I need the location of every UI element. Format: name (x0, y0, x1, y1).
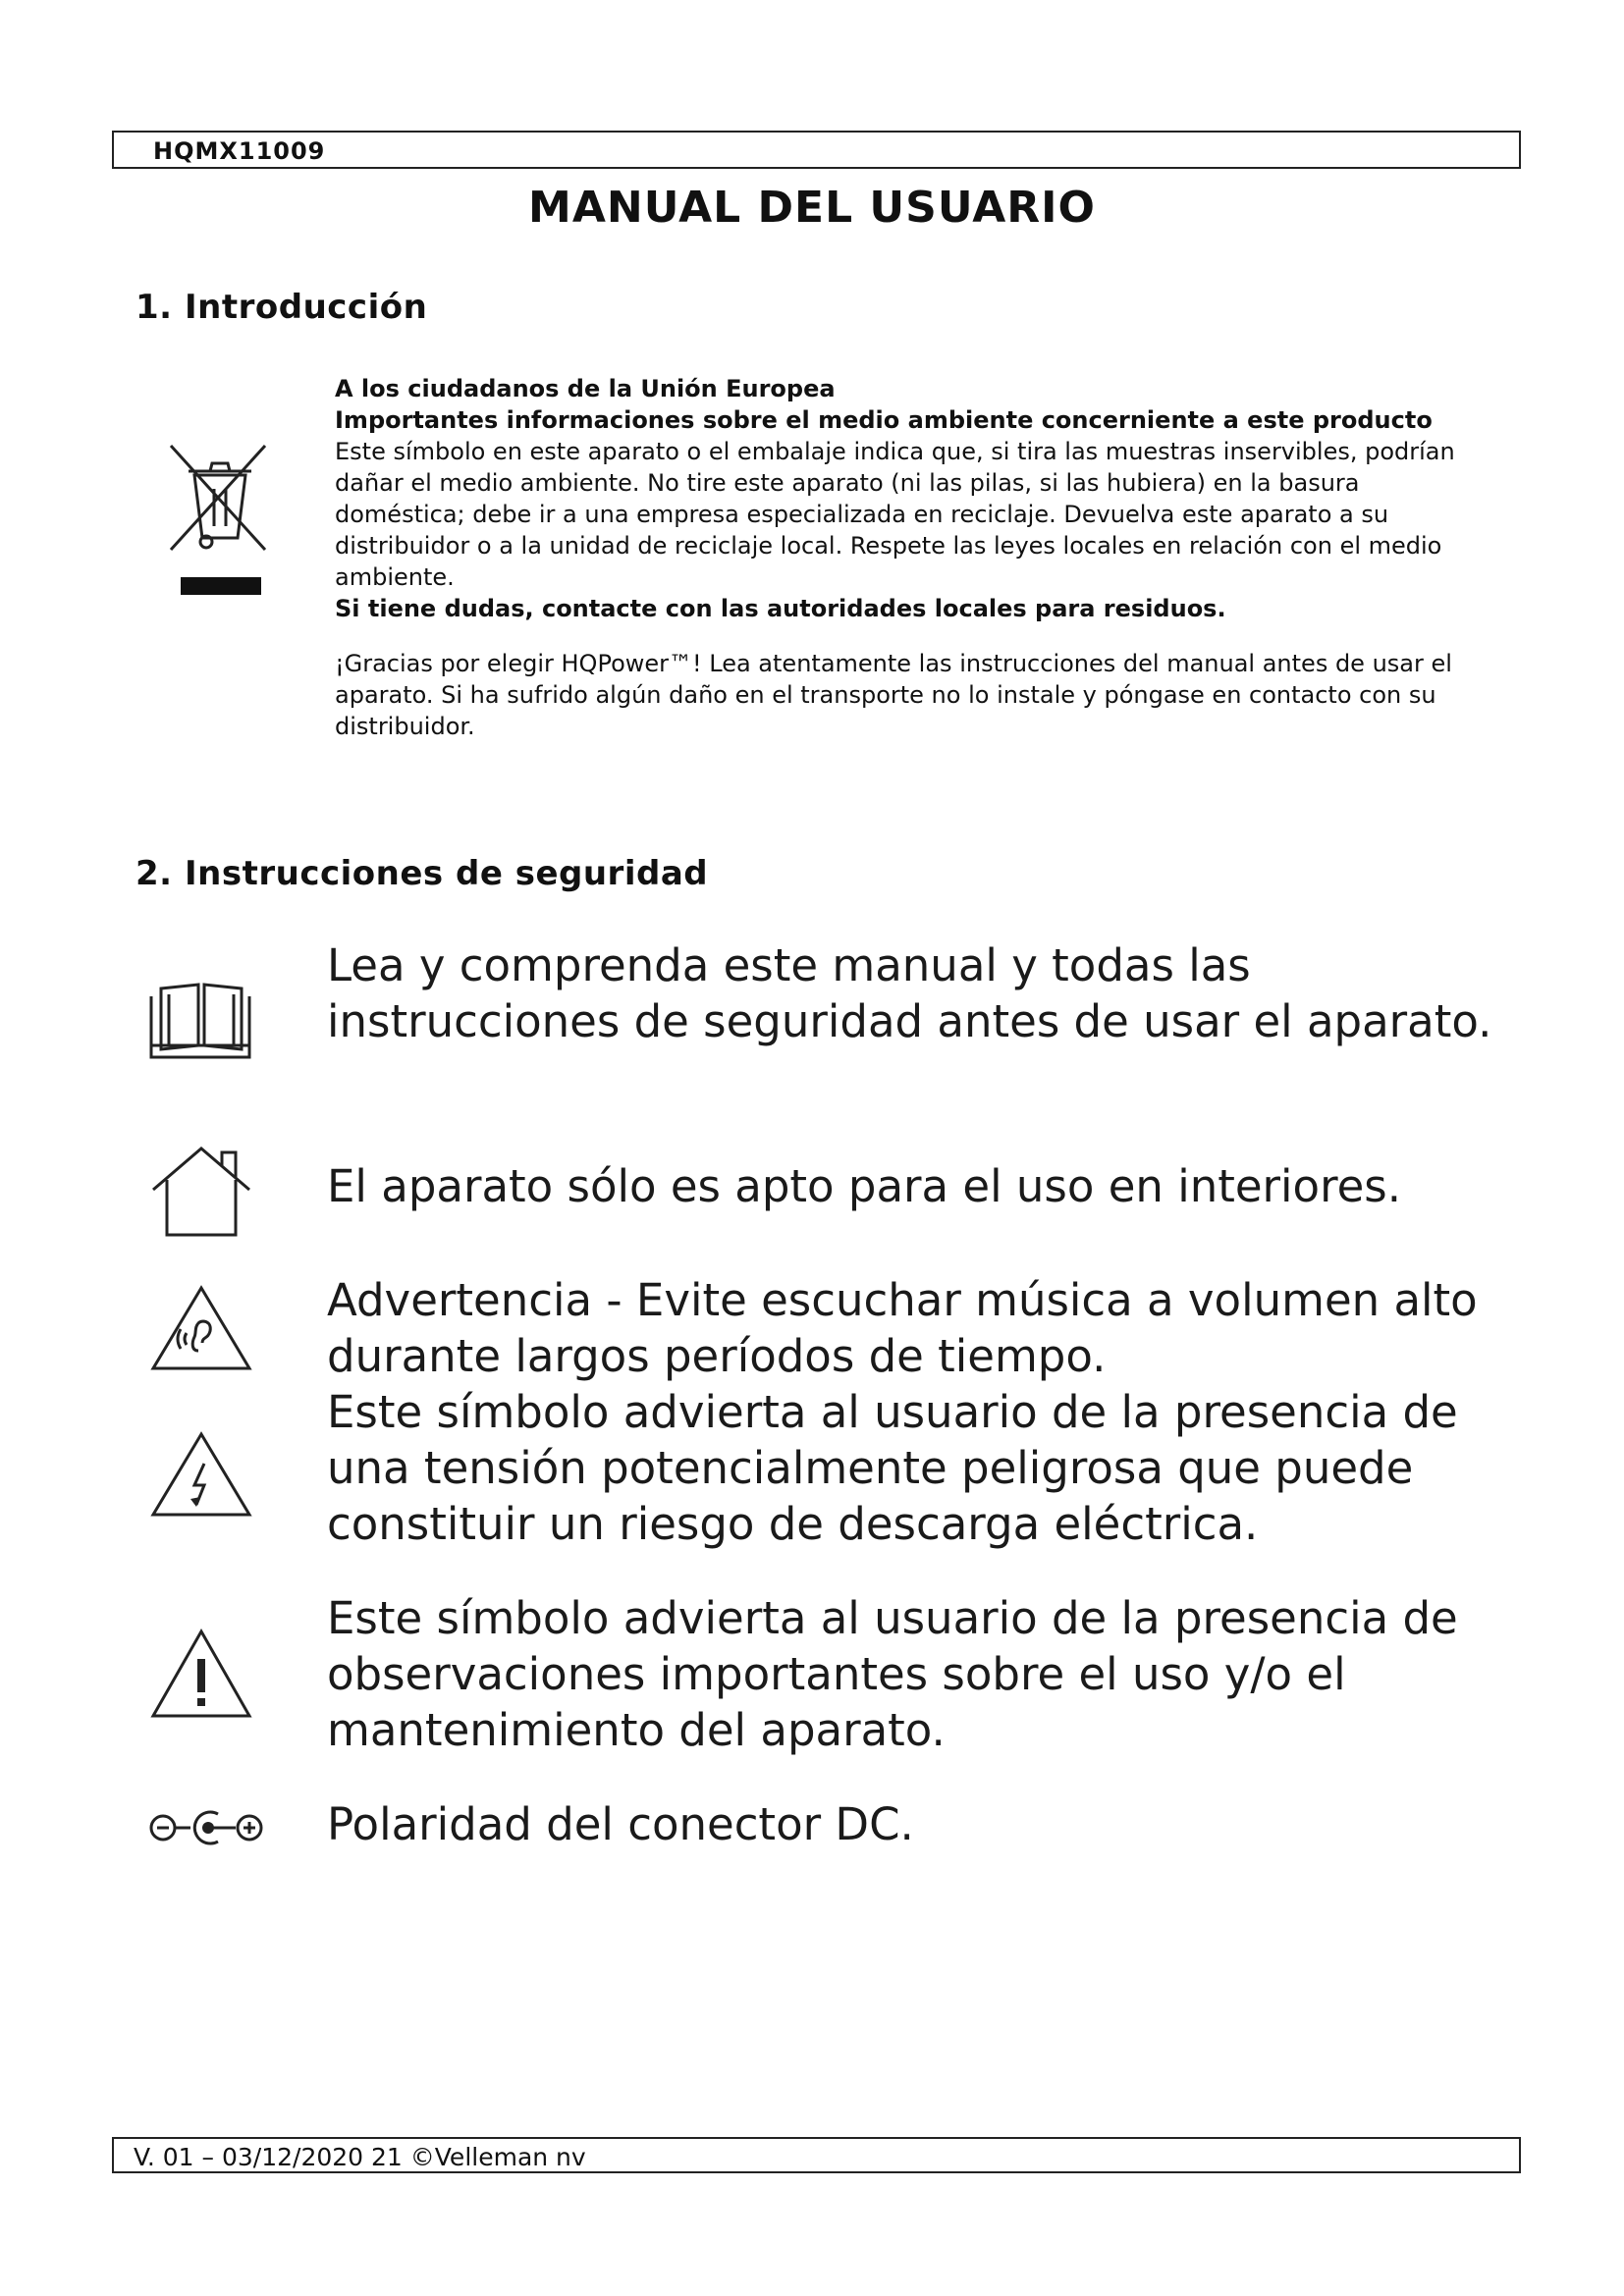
safety-item-text: Polaridad del conector DC. (327, 1798, 914, 1850)
hearing-warning-icon (147, 1282, 255, 1375)
introduction-text (335, 373, 1493, 742)
section-1-number: 1. (135, 288, 173, 327)
safety-item-text: Este símbolo advierta al usuario de la presencia de observaciones importantes sobre el uso y/o el mantenimiento del aparato. (327, 1592, 1458, 1756)
safety-item-text: El aparato sólo es apto para el uso en interiores. (327, 1160, 1402, 1212)
page-title: MANUAL DEL USUARIO (528, 183, 1096, 233)
safety-item-text: Lea y comprenda este manual y todas las instrucciones de seguridad antes de usar el aparato. (327, 939, 1492, 1047)
safety-item-text: Este símbolo advierta al usuario de la presencia de una tensión potencialmente peligrosa que puede constituir un riesgo de descarga eléctrica. (327, 1386, 1458, 1550)
read-manual-book-icon (147, 977, 255, 1065)
model-code: HQMX11009 (153, 137, 326, 165)
footer-box (112, 2137, 1521, 2173)
section-2-heading (135, 854, 708, 893)
header-box (112, 131, 1521, 169)
thanks-paragraph: ¡Gracias por elegir HQPower™! Lea atentamente las instrucciones del manual antes de usar el aparato. Si ha sufrido algún daño en el transporte no lo instale y póngase en contacto con su distribuidor. (335, 650, 1452, 740)
indoor-house-icon (147, 1143, 255, 1241)
disposal-paragraph: Este símbolo en este aparato o el embalaje indica que, si tira las muestras inservibles, podrían dañar el medio ambiente. No tire este aparato (ni las pilas, si las hubiera) en la basura doméstica; debe ir a una empresa especializada en reciclaje. Devuelva este aparato a su distribuidor o a la unidad de reciclaje local. Respete las leyes locales en relación con el medio ambiente. (335, 438, 1455, 591)
section-1-title: Introducción (185, 288, 428, 327)
electric-shock-warning-icon (147, 1428, 255, 1522)
section-2-title: Instrucciones de seguridad (185, 854, 709, 893)
crossed-out-wheelie-bin-icon (167, 442, 273, 599)
caution-exclamation-icon (147, 1626, 255, 1724)
safety-item-text: Advertencia - Evite escuchar música a volumen alto durante largos períodos de tiempo. (327, 1274, 1478, 1382)
doubts-notice: Si tiene dudas, contacte con las autoridades locales para residuos. (335, 595, 1226, 622)
eu-citizens-heading: A los ciudadanos de la Unión Europea (335, 375, 836, 402)
section-1-heading (135, 288, 427, 327)
section-2-number: 2. (135, 854, 173, 893)
footer-version: V. 01 – 03/12/2020 21 ©Velleman nv (134, 2143, 586, 2171)
dc-polarity-icon (147, 1808, 265, 1847)
environment-heading: Importantes informaciones sobre el medio ambiente concerniente a este producto (335, 406, 1433, 434)
